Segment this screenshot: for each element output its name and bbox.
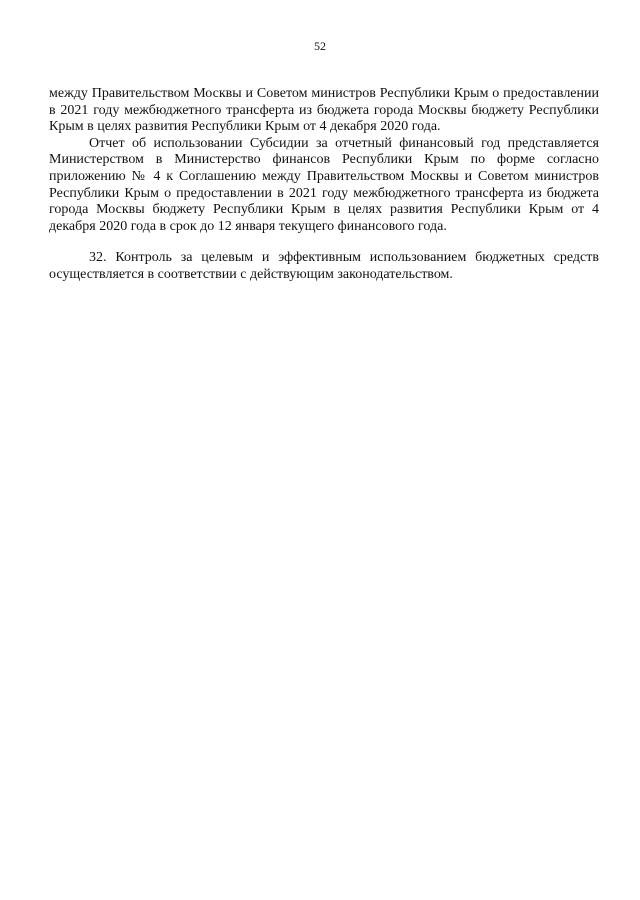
- paragraph-item-32: 32. Контроль за целевым и эффективным использованием бюджетных средств осуществляется в соответствии с действующим законодательством.: [49, 250, 599, 282]
- document-body: [49, 86, 599, 284]
- paragraph-continuation: между Правительством Москвы и Советом министров Республики Крым о предоставлении в 2021 году межбюджетного трансферта из бюджета города Москвы бюджету Республики Крым в целях развития Республики Крым от 4 декабря 2020 года.: [49, 86, 599, 135]
- paragraph-report: Отчет об использовании Субсидии за отчетный финансовый год представляется Министерством в Министерство финансов Республики Крым по форме согласно приложению № 4 к Соглашению между Правительством Москвы и Советом министров Республики Крым о предоставлении в 2021 году межбюджетного трансферта из бюджета города Москвы бюджету Республики Крым в целях развития Республики Крым от 4 декабря 2020 года в срок до 12 января текущего финансового года.: [49, 135, 599, 234]
- page-number: 52: [314, 39, 326, 53]
